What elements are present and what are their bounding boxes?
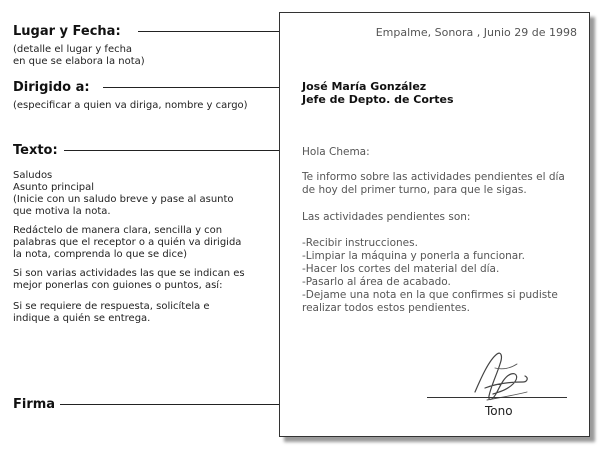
texto-note-3	[13, 268, 245, 292]
texto-note-1	[13, 170, 234, 218]
texto-heading: Texto:	[13, 143, 58, 158]
list-item: -Limpiar la máquina y ponerla a funcionar.	[302, 250, 525, 262]
list-item: realizar todos estos pendientes.	[302, 302, 470, 314]
letter-recipient	[302, 80, 454, 106]
list-item: -Pasarlo al área de acabado.	[302, 276, 451, 288]
leader-line-dirigido	[103, 87, 295, 88]
signature-name: Tono	[485, 404, 513, 418]
note-line: la nota, comprenda lo que se dice)	[13, 249, 187, 260]
texto-note-2	[13, 225, 241, 261]
recipient-title: Jefe de Depto. de Cortes	[302, 93, 454, 106]
list-item: -Hacer los cortes del material del día.	[302, 263, 500, 275]
note-line: (Inicie con un saludo breve y pase al asunto	[13, 194, 234, 205]
note-line: Asunto principal	[13, 182, 95, 193]
note-line: Redáctelo de manera clara, sencilla y con	[13, 225, 223, 236]
lugar-fecha-heading: Lugar y Fecha:	[13, 24, 121, 39]
leader-line-texto	[64, 150, 288, 151]
letter-line: Te informo sobre las actividades pendientes el día	[302, 171, 565, 183]
signature-line	[427, 397, 567, 398]
note-line: que motiva la nota.	[13, 206, 111, 217]
letter-list-intro: Las actividades pendientes son:	[302, 211, 471, 223]
list-item: -Recibir instrucciones.	[302, 237, 418, 249]
note-line: Si se requiere de respuesta, solicítela e	[13, 301, 210, 312]
dirigido-heading: Dirigido a:	[13, 80, 90, 95]
note-line: Saludos	[13, 170, 53, 181]
letter-intro	[302, 171, 565, 197]
letter-line: de hoy del primer turno, para que le sigas.	[302, 184, 527, 196]
note-line: mejor ponerlas con guiones o puntos, así:	[13, 280, 223, 291]
note-line: Si son varias actividades las que se indican es	[13, 268, 245, 279]
letter-items	[302, 237, 558, 315]
note-line: (detalle el lugar y fecha	[13, 44, 133, 55]
list-item: -Dejame una nota en la que confirmes si pudiste	[302, 289, 558, 301]
letter-date: Empalme, Sonora , Junio 29 de 1998	[375, 26, 577, 39]
dirigido-note: (especificar a quien va diriga, nombre y cargo)	[13, 100, 248, 111]
lugar-fecha-note	[13, 44, 145, 68]
handwritten-signature-icon	[467, 348, 537, 408]
note-line: indique a quién se entrega.	[13, 313, 151, 324]
firma-heading: Firma	[13, 397, 56, 412]
note-line: en que se elabora la nota)	[13, 56, 145, 67]
letter-sheet	[279, 12, 590, 437]
note-line: palabras que el receptor o a quién va dirigida	[13, 237, 242, 248]
recipient-name: José María González	[302, 80, 427, 93]
letter-greeting: Hola Chema:	[302, 146, 370, 158]
texto-note-4	[13, 301, 210, 325]
